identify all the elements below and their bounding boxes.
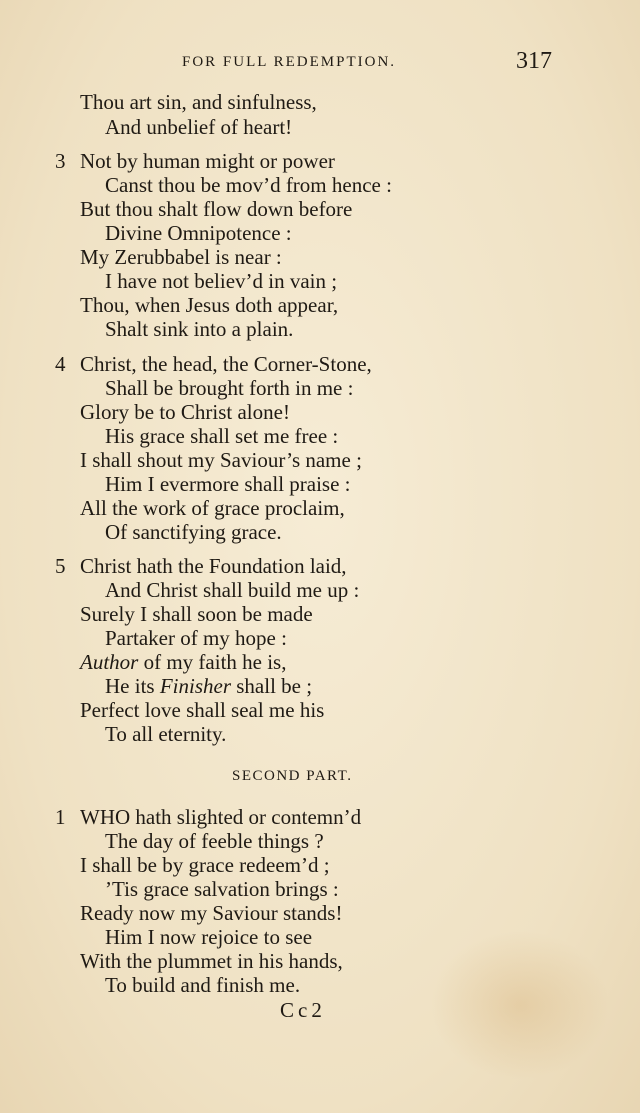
paper-stain xyxy=(430,930,610,1080)
stanza-number: 1 xyxy=(55,805,66,829)
poem-line: And unbelief of heart! xyxy=(105,115,293,139)
signature-mark: Cc2 xyxy=(280,998,326,1022)
poem-line: Christ, the head, the Corner-Stone, xyxy=(80,352,372,376)
poem-line: I have not believ’d in vain ; xyxy=(105,269,338,293)
poem-line: Glory be to Christ alone! xyxy=(80,400,290,424)
poem-line: But thou shalt flow down before xyxy=(80,197,353,221)
poem-line: Divine Omnipotence : xyxy=(105,221,292,245)
line-text: shall be ; xyxy=(231,674,313,698)
page-header xyxy=(0,48,640,78)
poem-line: Him I now rejoice to see xyxy=(105,925,313,949)
poem-line: The day of feeble things ? xyxy=(105,829,324,853)
poem-line: Christ hath the Foundation laid, xyxy=(80,554,347,578)
page-number: 317 xyxy=(516,48,552,74)
poem-line: WHO hath slighted or contemn’d xyxy=(80,805,362,829)
poem-line: Not by human might or power xyxy=(80,149,335,173)
poem-line: To all eternity. xyxy=(105,722,227,746)
poem-line: Thou art sin, and sinfulness, xyxy=(80,90,317,114)
poem-line xyxy=(105,674,312,698)
poem-line xyxy=(80,650,286,674)
poem-line: All the work of grace proclaim, xyxy=(80,496,345,520)
poem-line: Surely I shall soon be made xyxy=(80,602,313,626)
stanza-number: 3 xyxy=(55,149,66,173)
poem-line: Shall be brought forth in me : xyxy=(105,376,354,400)
line-text: He its xyxy=(105,674,160,698)
poem-line: With the plummet in his hands, xyxy=(80,949,343,973)
poem-line: Partaker of my hope : xyxy=(105,626,287,650)
line-text: of my faith he is, xyxy=(138,650,287,674)
stanza-number: 4 xyxy=(55,352,66,376)
poem-line: To build and finish me. xyxy=(105,973,301,997)
poem-line: My Zerubbabel is near : xyxy=(80,245,282,269)
poem-line: ’Tis grace salvation brings : xyxy=(105,877,339,901)
italic-word: Finisher xyxy=(159,674,231,698)
poem-line: Of sanctifying grace. xyxy=(105,520,282,544)
running-title: FOR FULL REDEMPTION. xyxy=(182,54,397,70)
poem-line: And Christ shall build me up : xyxy=(105,578,360,602)
poem-line: Perfect love shall seal me his xyxy=(80,698,325,722)
poem-line: I shall be by grace redeem’d ; xyxy=(80,853,330,877)
poem-line: Him I evermore shall praise : xyxy=(105,472,351,496)
poem-line: Shalt sink into a plain. xyxy=(105,317,294,341)
italic-word: Author xyxy=(80,650,139,674)
poem-line: I shall shout my Saviour’s name ; xyxy=(80,448,362,472)
poem-line: His grace shall set me free : xyxy=(105,424,339,448)
stanza-number: 5 xyxy=(55,554,66,578)
poem-line: Canst thou be mov’d from hence : xyxy=(105,173,392,197)
poem-line: Ready now my Saviour stands! xyxy=(80,901,343,925)
section-title: SECOND PART. xyxy=(232,768,353,784)
poem-line: Thou, when Jesus doth appear, xyxy=(80,293,339,317)
